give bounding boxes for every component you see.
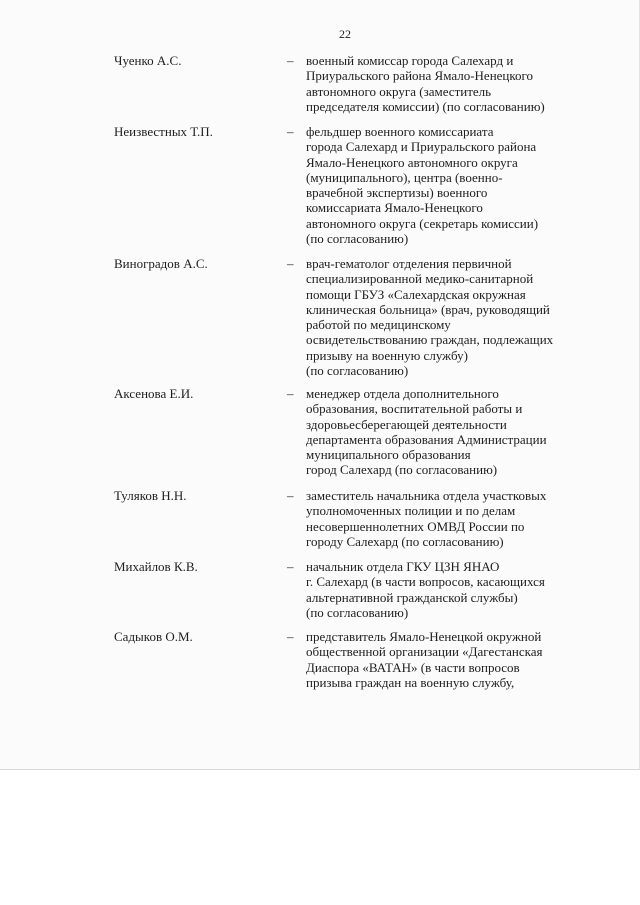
role-line: Приуральского района Ямало-Ненецкого <box>306 68 534 84</box>
member-dash: – <box>287 488 294 503</box>
member-dash: – <box>287 53 294 68</box>
member-role <box>306 53 596 114</box>
role-line: Диаспора «ВАТАН» (в части вопросов <box>306 659 520 675</box>
role-line: несовершеннолетних ОМВД России по <box>306 518 525 534</box>
member-name: Виноградов А.С. <box>114 256 208 271</box>
member-role <box>306 559 596 620</box>
member-role <box>306 629 596 690</box>
member-name: Садыков О.М. <box>114 629 193 644</box>
role-line: помощи ГБУЗ «Салехардская окружная <box>306 286 526 302</box>
role-line: город Салехард (по согласованию) <box>306 462 498 478</box>
member-dash: – <box>287 256 294 271</box>
role-line: уполномоченных полиции и по делам <box>306 503 516 519</box>
role-line: автономного округа (секретарь комиссии) <box>306 215 539 231</box>
role-line: (по согласованию) <box>306 604 409 620</box>
role-line: освидетельствованию граждан, подлежащих <box>306 332 554 348</box>
role-line: (муниципального), центра (военно- <box>306 169 503 185</box>
role-line: заместитель начальника отдела участковых <box>306 488 547 503</box>
member-dash: – <box>287 559 294 574</box>
role-line: альтернативной гражданской службы) <box>306 589 518 605</box>
role-line: специализированной медико-санитарной <box>306 271 534 287</box>
role-line: департамента образования Администрации <box>306 431 547 447</box>
member-role <box>306 256 596 378</box>
role-line: клиническая больница» (врач, руководящий <box>306 301 550 317</box>
role-line: (по согласованию) <box>306 363 409 379</box>
role-line: Ямало-Ненецкого автономного округа <box>306 154 518 170</box>
role-line: представитель Ямало-Ненецкой окружной <box>306 629 542 644</box>
role-line: (по согласованию) <box>306 231 409 247</box>
member-dash: – <box>287 629 294 644</box>
role-line: образования, воспитательной работы и <box>306 401 523 417</box>
page-number: 22 <box>339 27 351 41</box>
member-name: Неизвестных Т.П. <box>114 124 213 139</box>
member-dash: – <box>287 386 294 401</box>
role-line: общественной организации «Дагестанская <box>306 644 543 660</box>
role-line: комиссариата Ямало-Ненецкого <box>306 200 483 216</box>
role-line: призыву на военную службу) <box>306 347 468 363</box>
role-line: г. Салехард (в части вопросов, касающихся <box>306 574 545 590</box>
role-line: автономного округа (заместитель <box>306 83 492 99</box>
role-line: городу Салехард (по согласованию) <box>306 533 504 549</box>
role-line: врачебной экспертизы) военного <box>306 185 488 201</box>
role-line: военный комиссар города Салехард и <box>306 53 514 68</box>
role-line: здоровьесберегающей деятельности <box>306 416 507 432</box>
role-line: председателя комиссии) (по согласованию) <box>306 98 545 114</box>
member-name: Чуенко А.С. <box>114 53 182 68</box>
member-dash: – <box>287 124 294 139</box>
role-line: работой по медицинскому <box>306 317 451 333</box>
member-role <box>306 488 596 549</box>
role-line: начальник отдела ГКУ ЦЗН ЯНАО <box>306 559 500 574</box>
role-line: муниципального образования <box>306 447 471 463</box>
member-name: Аксенова Е.И. <box>114 386 194 401</box>
role-line: менеджер отдела дополнительного <box>306 386 499 401</box>
member-name: Михайлов К.В. <box>114 559 198 574</box>
member-role <box>306 386 596 478</box>
member-name: Туляков Н.Н. <box>114 488 187 503</box>
member-role <box>306 124 596 246</box>
role-line: фельдшер военного комиссариата <box>306 124 494 139</box>
role-line: призыва граждан на военную службу, <box>306 674 515 690</box>
role-line: города Салехард и Приуральского района <box>306 139 537 155</box>
role-line: врач-гематолог отделения первичной <box>306 256 512 271</box>
